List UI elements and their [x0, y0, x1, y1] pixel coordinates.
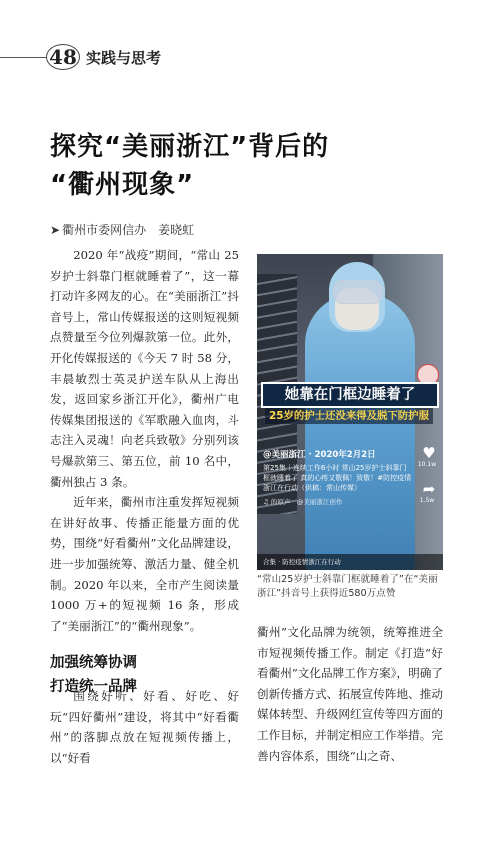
arrow-icon: ➤	[50, 223, 61, 237]
paragraph-4: 衢州”文化品牌为统领，统筹推进全市短视频传播工作。制定《打造“好看衢州”文化品牌工作方案》，明确了创新传播方式、拓展宣传阵地、推动媒体转型、升级网红宣传等四方面的工作目标，并制定相应工作举措。完善内容体系，围绕“山之奇、	[257, 625, 443, 763]
page-number: 48	[46, 44, 80, 70]
subheading-line-2: 打造统一品牌	[50, 679, 137, 695]
column-left-bottom	[50, 686, 239, 768]
column-left-top	[50, 245, 239, 636]
video-description: 第25集｜连续工作6小时 常山25岁护士斜靠门框就睡着了 真的心疼又敬佩！致敬！#防控疫情浙江在行动（供稿：常山传媒）	[263, 464, 412, 492]
photo-caption: “常山25岁护士斜靠门框就睡着了”在“美丽浙江”抖音号上获得近580万点赞	[257, 574, 438, 599]
face-shield	[333, 280, 383, 304]
video-caption-sub: 25岁的护士还没来得及脱下防护服	[265, 408, 433, 424]
paragraph-2: 近年来，衢州市注重发挥短视频在讲好故事、传播正能量方面的优势，围绕“好看衢州”文化品牌建设，进一步加强统筹、激活力量、健全机制。2020 年以来，全市产生阅读量 1000 万+的短视频 16 条，形成了“美丽浙江”的“衢州现象”。	[50, 495, 239, 633]
section-title: 实践与思考	[86, 49, 162, 67]
like-count: 10.1w	[417, 461, 437, 468]
video-music: ♫ 的原声 @美丽浙江创作	[263, 498, 343, 506]
video-info	[263, 450, 413, 507]
paragraph-3: 围绕好听、好看、好吃、好玩“四好衢州”建设，将其中“好看衢州”的落脚点放在短视频传播上，以“好看	[50, 689, 239, 765]
heart-icon: ♥	[422, 444, 436, 462]
share-icon: ➦	[422, 480, 436, 498]
paragraph-1: 2020 年“战疫”期间，“常山 25 岁护士斜靠门框就睡着了”，这一幕打动许多网友的心。在“美丽浙江”抖音号上，常山传媒报送的这则短视频点赞量至今位列爆款第一位。此外，开化传媒报送的《今天 7 时 58 分，丰晨敏烈士英灵护送车队从上海出发，返回家乡浙江开化》，衢州广电传媒集团报送的《军歌融入血肉，斗志注入灵魂！向老兵致敬》分别列该号爆款第三、第五位，前 10 名中，衢州独占 3 条。	[50, 248, 239, 489]
video-caption-main: 她靠在门框边睡着了	[261, 382, 439, 408]
author-name: 衢州市委网信办 姜晓虹	[62, 223, 195, 237]
share-count: 1.5w	[419, 497, 435, 504]
video-screenshot	[257, 254, 443, 570]
video-account: @美丽浙江 · 2020年2月2日	[263, 450, 376, 460]
nurse-figure	[305, 294, 415, 570]
title-line-2: “衢州现象”	[50, 170, 195, 200]
collection-bar: 合集 · 防控疫情浙江在行动	[257, 554, 443, 570]
author-line	[50, 221, 194, 238]
column-right	[257, 622, 443, 766]
header-rule	[0, 57, 46, 58]
subheading-line-1: 加强统筹协调	[50, 655, 137, 671]
title-line-1: 探究“美丽浙江”背后的	[50, 132, 330, 162]
article-title	[50, 128, 329, 204]
